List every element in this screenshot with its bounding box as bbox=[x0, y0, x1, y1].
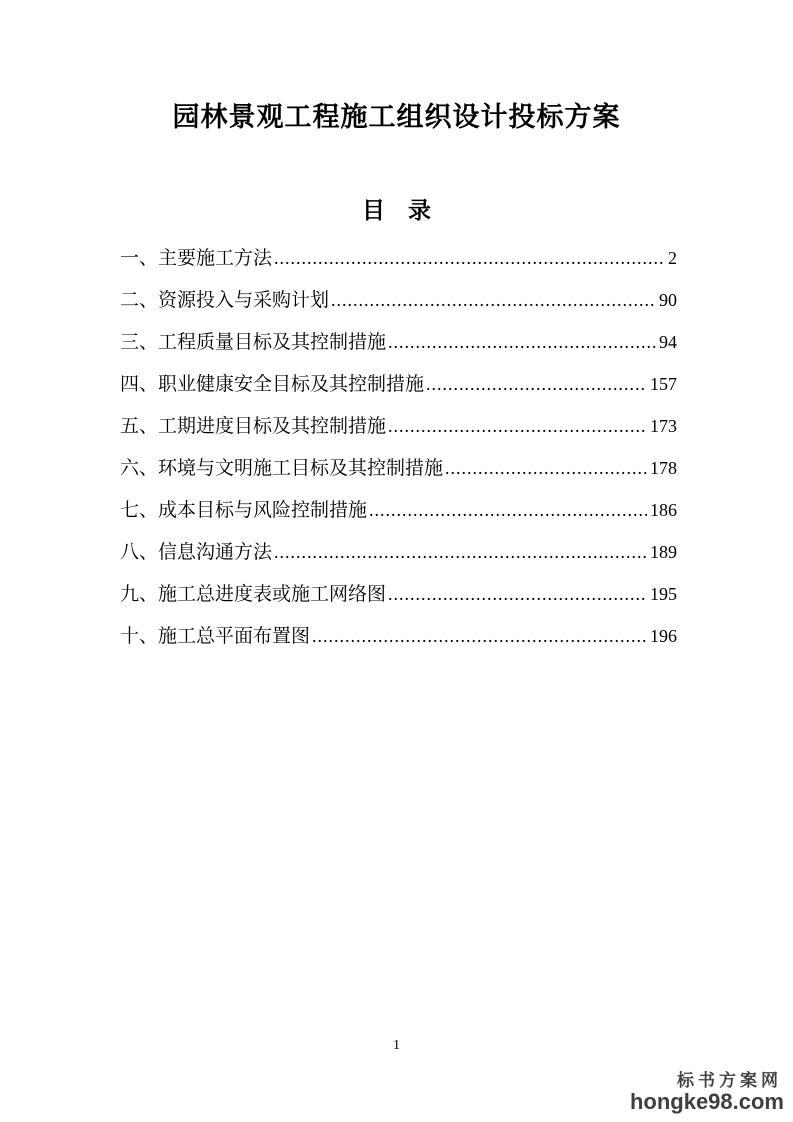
toc-entry-5[interactable] bbox=[120, 405, 677, 447]
toc-entry-8[interactable] bbox=[120, 531, 677, 573]
toc-entry-label: 三、工程质量目标及其控制措施 bbox=[120, 332, 387, 353]
toc-heading: 目 录 bbox=[362, 198, 431, 223]
toc-entry-label: 九、施工总进度表或施工网络图 bbox=[120, 584, 387, 605]
site-watermark bbox=[630, 1072, 784, 1114]
toc-entry-label: 八、信息沟通方法 bbox=[120, 542, 273, 563]
toc-dot-leader bbox=[312, 615, 647, 658]
toc-entry-page: 2 bbox=[668, 248, 677, 268]
table-of-contents bbox=[0, 237, 793, 657]
toc-dot-leader bbox=[274, 237, 665, 280]
toc-entry-page: 94 bbox=[659, 332, 677, 352]
toc-entry-2[interactable] bbox=[120, 279, 677, 321]
toc-entry-7[interactable] bbox=[120, 489, 677, 531]
toc-dot-leader bbox=[274, 531, 647, 574]
toc-dot-leader bbox=[388, 405, 647, 448]
toc-entry-page: 178 bbox=[650, 458, 677, 478]
toc-entry-page: 196 bbox=[650, 626, 677, 646]
page-number: 1 bbox=[393, 1038, 400, 1053]
toc-dot-leader bbox=[369, 489, 647, 532]
toc-entry-label: 四、职业健康安全目标及其控制措施 bbox=[120, 374, 425, 395]
toc-entry-label: 二、资源投入与采购计划 bbox=[120, 290, 330, 311]
watermark-site-url: hongke98.com bbox=[629, 1089, 784, 1115]
toc-entry-label: 十、施工总平面布置图 bbox=[120, 626, 311, 647]
toc-dot-leader bbox=[388, 321, 656, 364]
toc-entry-4[interactable] bbox=[120, 363, 677, 405]
toc-entry-page: 195 bbox=[650, 584, 677, 604]
toc-entry-page: 186 bbox=[650, 500, 677, 520]
toc-entry-label: 七、成本目标与风险控制措施 bbox=[120, 500, 368, 521]
toc-entry-1[interactable] bbox=[120, 237, 677, 279]
toc-entry-page: 189 bbox=[650, 542, 677, 562]
toc-entry-3[interactable] bbox=[120, 321, 677, 363]
toc-entry-page: 157 bbox=[650, 374, 677, 394]
toc-dot-leader bbox=[445, 447, 647, 490]
toc-entry-9[interactable] bbox=[120, 573, 677, 615]
toc-entry-label: 六、环境与文明施工目标及其控制措施 bbox=[120, 458, 444, 479]
toc-entry-6[interactable] bbox=[120, 447, 677, 489]
document-title: 园林景观工程施工组织设计投标方案 bbox=[172, 102, 621, 132]
watermark-site-name: 标书方案网 bbox=[677, 1070, 782, 1090]
toc-dot-leader bbox=[331, 279, 656, 322]
toc-entry-page: 90 bbox=[659, 290, 677, 310]
toc-entry-label: 一、主要施工方法 bbox=[120, 248, 273, 269]
toc-dot-leader bbox=[426, 363, 647, 406]
toc-entry-label: 五、工期进度目标及其控制措施 bbox=[120, 416, 387, 437]
toc-entry-10[interactable] bbox=[120, 615, 677, 657]
toc-entry-page: 173 bbox=[650, 416, 677, 436]
toc-dot-leader bbox=[388, 573, 647, 616]
